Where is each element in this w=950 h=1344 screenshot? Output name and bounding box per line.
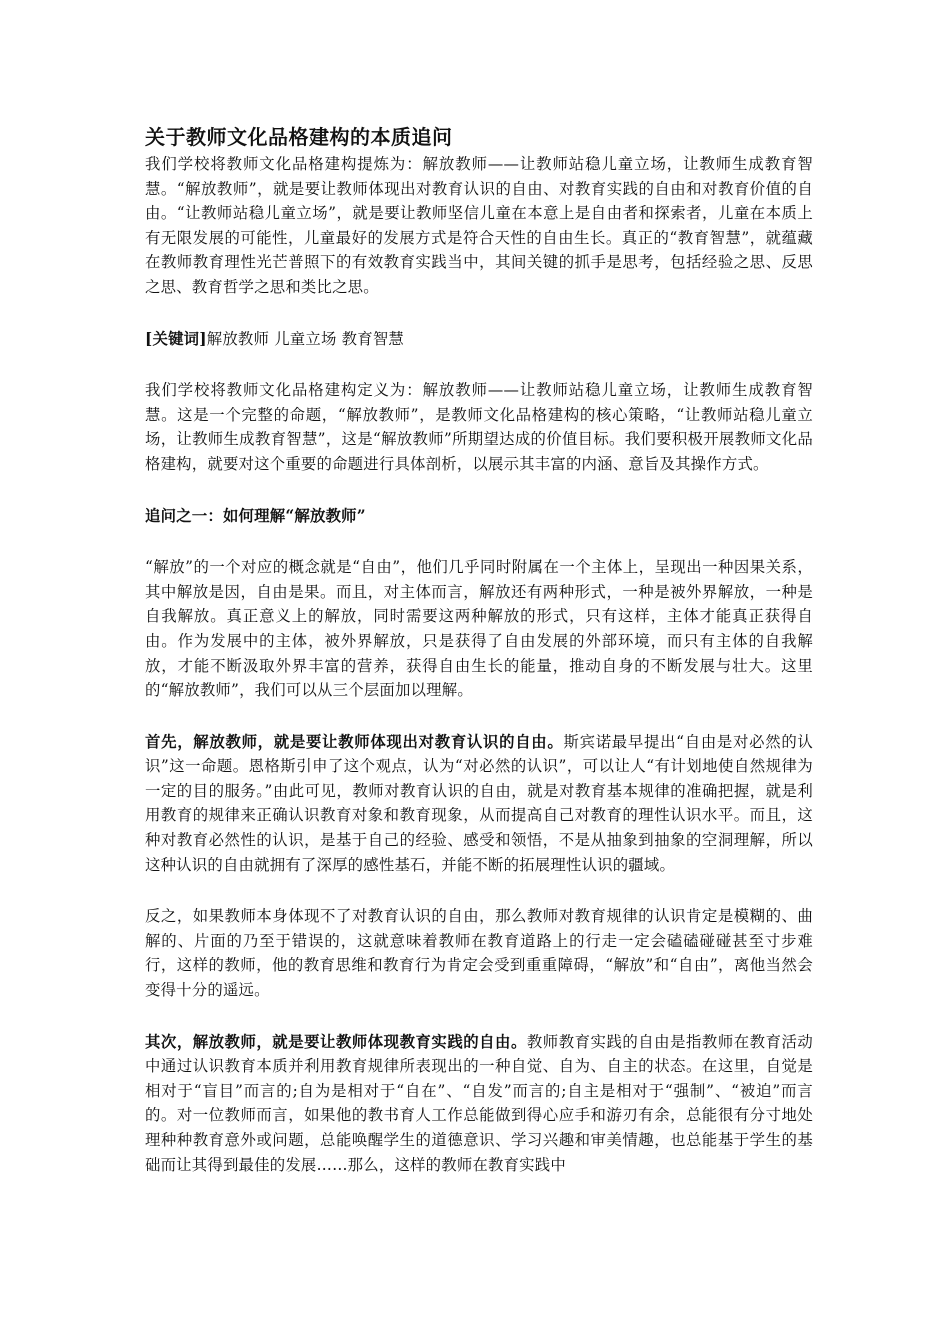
- keywords-line: [145, 327, 813, 352]
- converse-paragraph: 反之，如果教师本身体现不了对教育认识的自由，那么教师对教育规律的认识肯定是模糊的、曲解的、片面的乃至于错误的，这就意味着教师在教育道路上的行走一定会磕磕碰碰甚至寸步难行，这样的教师，他的教育思维和教育行为肯定会受到重重障碍，“解放”和“自由”，离他当然会变得十分的遥远。: [145, 907, 813, 1000]
- spacer: [145, 351, 813, 378]
- keywords-text: 解放教师 儿童立场 教育智慧: [206, 329, 405, 348]
- document-page: [145, 122, 813, 1177]
- spacer: [145, 300, 813, 327]
- keywords-label: [关键词]: [145, 329, 207, 348]
- point-two-text: 教师教育实践的自由是指教师在教育活动中通过认识教育本质并利用教育规律所表现出的一种自觉、自为、自主的状态。在这里，自觉是相对于“盲目”而言的;自为是相对于“自在”、“自发”而言的;自主是相对于“强制”、“被迫”而言的。对一位教师而言，如果他的教书育人工作总能做到得心应手和游刃有余，总能很有分寸地处理种种教育意外或问题，总能唤醒学生的道德意识、学习兴趣和审美情趣，也总能基于学生的基础而让其得到最佳的发展……那么，这样的教师在教育实践中: [145, 1032, 813, 1174]
- section-paragraph: “解放”的一个对应的概念就是“自由”，他们几乎同时附属在一个主体上，呈现出一种因果关系，其中解放是因，自由是果。而且，对主体而言，解放还有两种形式，一种是被外界解放，一种是自我解放。真正意义上的解放，同时需要这两种解放的形式，只有这样，主体才能真正获得自由。作为发展中的主体，被外界解放，只是获得了自由发展的外部环境，而只有主体的自我解放，才能不断汲取外界丰富的营养，获得自由生长的能量，推动自身的不断发展与壮大。这里的“解放教师”，我们可以从三个层面加以理解。: [145, 558, 813, 700]
- spacer: [145, 703, 813, 730]
- spacer: [145, 1003, 813, 1030]
- point-two-paragraph: [145, 1030, 813, 1178]
- point-one-text: 斯宾诺最早提出“自由是对必然的认识”这一命题。恩格斯引申了这个观点，认为“对必然的认识”，可以让人“有计划地使自然规律为一定的目的服务。”由此可见，教师对教育认识的自由，就是对教育基本规律的准确把握，就是利用教育的规律来正确认识教育对象和教育现象，从而提高自己对教育的理性认识水平。而且，这种对教育必然性的认识，是基于自己的经验、感受和领悟，不是从抽象到抽象的空洞理解，所以这种认识的自由就拥有了深厚的感性基石，并能不断的拓展理性认识的疆域。: [145, 732, 814, 874]
- section-heading: 追问之一：如何理解“解放教师”: [145, 506, 366, 525]
- abstract-paragraph: 我们学校将教师文化品格建构提炼为：解放教师——让教师站稳儿童立场，让教师生成教育智慧。“解放教师”，就是要让教师体现出对教育认识的自由、对教育实践的自由和对教育价值的自由。“让教师站稳儿童立场”，就是要让教师坚信儿童在本意上是自由者和探索者，儿童在本质上有无限发展的可能性，儿童最好的发展方式是符合天性的自由生长。真正的“教育智慧”，就蕴藏在教师教育理性光芒普照下的有效教育实践当中，其间关键的抓手是思考，包括经验之思、反思之思、教育哲学之思和类比之思。: [145, 155, 813, 296]
- intro-paragraph: 我们学校将教师文化品格建构定义为：解放教师——让教师站稳儿童立场，让教师生成教育智慧。这是一个完整的命题，“解放教师”，是教师文化品格建构的核心策略，“让教师站稳儿童立场，让教师生成教育智慧”，这是“解放教师”所期望达成的价值目标。我们要积极开展教师文化品格建构，就要对这个重要的命题进行具体剖析，以展示其丰富的内涵、意旨及其操作方式。: [145, 381, 813, 473]
- spacer: [145, 528, 813, 555]
- spacer: [145, 877, 813, 904]
- document-title: 关于教师文化品格建构的本质追问: [145, 125, 453, 149]
- spacer: [145, 477, 813, 504]
- point-one-lead: 首先，解放教师，就是要让教师体现出对教育认识的自由。: [145, 732, 564, 751]
- point-one-paragraph: [145, 730, 813, 878]
- point-two-lead: 其次，解放教师，就是要让教师体现教育实践的自由。: [145, 1032, 527, 1051]
